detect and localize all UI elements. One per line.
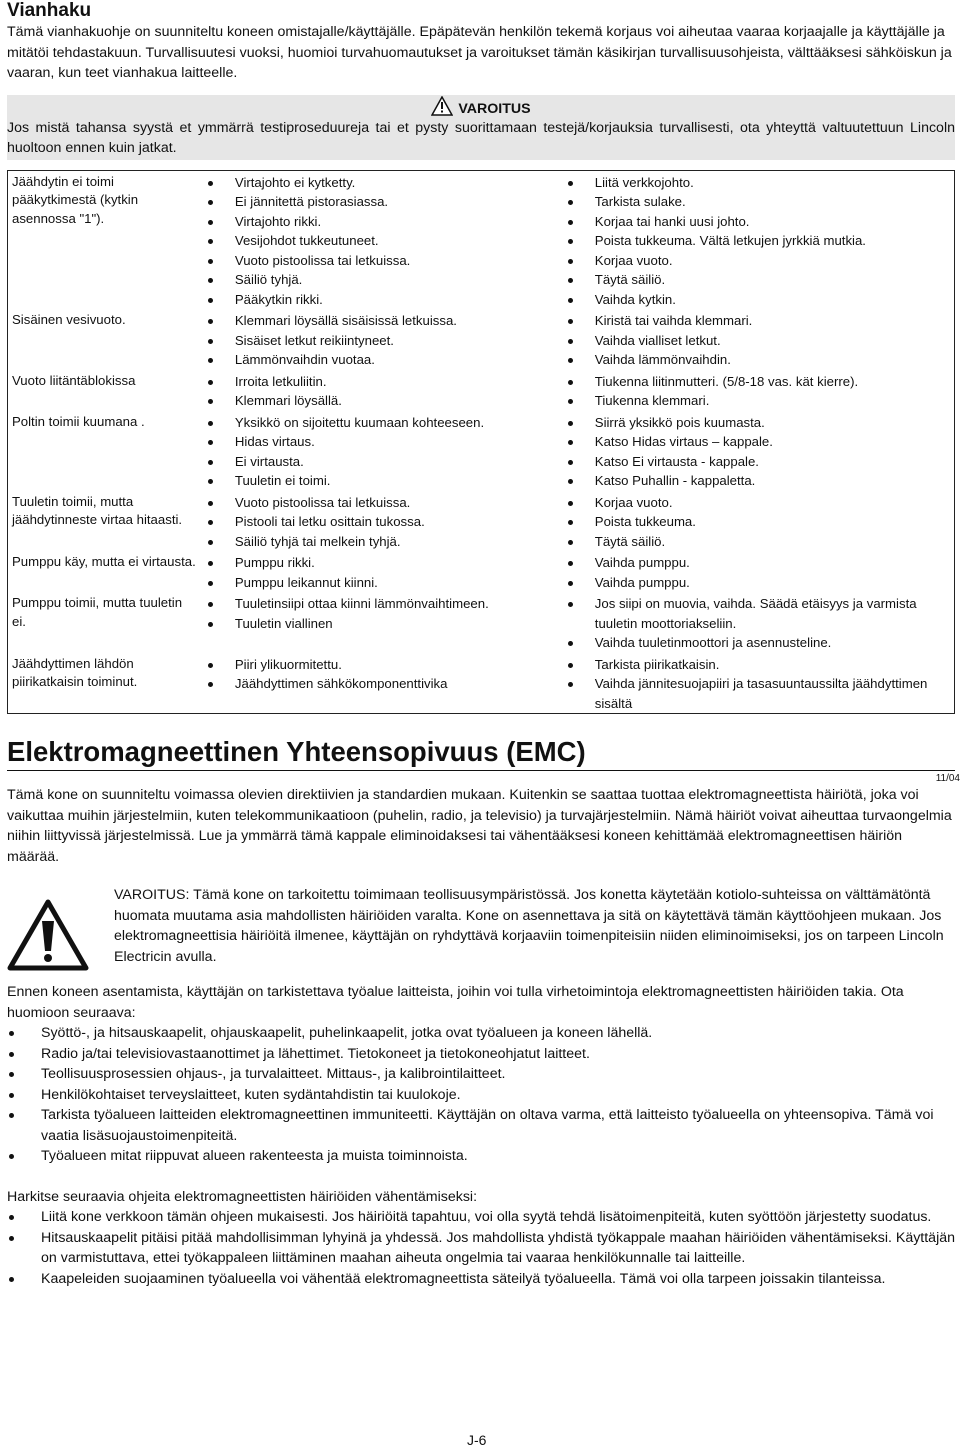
action-list <box>559 655 954 714</box>
action-list <box>559 594 954 653</box>
cause-list <box>199 493 559 552</box>
action-item: Täytä säiliö. <box>559 532 954 552</box>
cause-item: Pumppu rikki. <box>199 553 559 573</box>
action-item: Katso Puhallin - kappaletta. <box>559 471 954 491</box>
action-item: Vaihda kytkin. <box>559 290 954 310</box>
cause-item: Ei virtausta. <box>199 452 559 472</box>
table-row <box>8 170 955 309</box>
action-list <box>559 372 954 411</box>
page-number: J-6 <box>467 1432 487 1448</box>
emc-reduction-item: Kaapeleiden suojaaminen työalueella voi vähentää elektromagneettista säteilyä työalueella. Tämä voi olla tarpeen joissakin tilanteissa. <box>7 1269 955 1290</box>
cause-list <box>199 311 559 370</box>
action-item: Katso Hidas virtaus – kappale. <box>559 432 954 452</box>
cause-item: Klemmari löysällä sisäisissä letkuissa. <box>199 311 559 331</box>
emc-reduction-item: Liitä kone verkkoon tämän ohjeen mukaisesti. Jos häiriöitä tapahtuu, voi olla syytä tehdä lisätoimenpiteitä, kuten syöttöön järjestetty suodatus. <box>7 1207 955 1228</box>
warning-box <box>7 95 955 160</box>
emc-check-item: Syöttö-, ja hitsauskaapelit, ohjauskaapelit, puhelinkaapelit, jotka ovat työalueen ja koneen lähellä. <box>7 1023 955 1044</box>
table-row <box>8 309 955 370</box>
action-item: Jos siipi on muovia, vaihda. Säädä etäisyys ja varmista tuuletin moottoriakseliin. <box>559 594 954 633</box>
action-item: Vaihda tuuletinmoottori ja asennusteline. <box>559 633 954 653</box>
cause-item: Virtajohto rikki. <box>199 212 559 232</box>
action-item: Katso Ei virtausta - kappale. <box>559 452 954 472</box>
emc-warning-text: VAROITUS: Tämä kone on tarkoitettu toimimaan teollisuusympäristössä. Jos konetta käytetään kotiolo-suhteissa on välttämätöntä huomata muutama asia mahdollisten häiriöiden varalta. Kone on asennettava ja sitä on käytettävä tämän käyttöohjeen mukaan. Jos elektromagneettisia häiriöitä ilmenee, käyttäjän on ryhdyttävä korjaaviin toimenpiteisiin niiden eliminoimiseksi, jos on tarpeen Lincoln Electricin avulla. <box>114 887 944 965</box>
problem-cell: Jäähdyttimen lähdön piirikatkaisin toiminut. <box>12 655 138 690</box>
cause-item: Säiliö tyhjä. <box>199 270 559 290</box>
warning-heading <box>7 96 955 118</box>
emc-check-item: Teollisuusprosessien ohjaus-, ja turvalaitteet. Mittaus-, ja kalibrointilaitteet. <box>7 1064 955 1085</box>
section-title-emc: Elektromagneettinen Yhteensopivuus (EMC) <box>7 736 955 771</box>
table-row <box>8 370 955 411</box>
action-item: Poista tukkeuma. Vältä letkujen jyrkkiä mutkia. <box>559 231 954 251</box>
action-list <box>559 553 954 592</box>
action-item: Täytä säiliö. <box>559 270 954 290</box>
action-item: Tarkista sulake. <box>559 192 954 212</box>
cause-item: Virtajohto ei kytketty. <box>199 173 559 193</box>
cause-item: Säiliö tyhjä tai melkein tyhjä. <box>199 532 559 552</box>
problem-cell: Pumppu käy, mutta ei virtausta. <box>12 554 196 569</box>
action-item: Korjaa vuoto. <box>559 251 954 271</box>
cause-item: Jäähdyttimen sähkökomponenttivika <box>199 674 559 694</box>
action-list <box>559 173 954 310</box>
warning-title: VAROITUS <box>458 100 531 117</box>
emc-reduction-item: Hitsauskaapelit pitäisi pitää mahdollisimman lyhyinä ja yhdessä. Jos mahdollista yhdistä työkappale maahan häiriöiden vähentämiseksi. Käyttäjän on varmistuttava, ettei työkappaleen liittäminen maahan aiheuta ongelmia tai vaaraa henkilökunnalle tai laitteille. <box>7 1228 955 1269</box>
action-item: Vaihda pumppu. <box>559 553 954 573</box>
cause-item: Vuoto pistoolissa tai letkuissa. <box>199 493 559 513</box>
action-item: Vaihda lämmönvaihdin. <box>559 350 954 370</box>
action-list <box>559 493 954 552</box>
cause-item: Yksikkö on sijoitettu kuumaan kohteeseen. <box>199 413 559 433</box>
problem-cell: Poltin toimii kuumana . <box>12 413 145 429</box>
emc-warning <box>7 885 955 978</box>
action-list <box>559 311 954 370</box>
cause-item: Tuuletin ei toimi. <box>199 471 559 491</box>
cause-item: Pääkytkin rikki. <box>199 290 559 310</box>
emc-paragraph-1: Tämä kone on suunniteltu voimassa olevien direktiivien ja standardien mukaan. Kuitenkin se saattaa tuottaa elektromagneettista häiriötä, joka voi vaikuttaa muihin järjestelmiin, kuten telekommunikaatioon (puhelin, radio, ja televisio) ja turvajärjestelmiin. Nämä häiriöt voivat aiheuttaa turvaongelmia niihin liittyvissä järjestelmissä. Lue ja ymmärrä tämä kappale eliminoidaksesi tai vähentääksesi koneen kehittämää elektromagneettisen häiriön määrää. <box>7 787 952 865</box>
table-row <box>8 551 955 592</box>
warning-text: Jos mistä tahansa syystä et ymmärrä testiproseduureja tai et pysty suorittamaan testejä/korjauksia turvallisesti, ota yhteyttä valtuutettuun Lincoln huoltoon ennen kuin jatkat. <box>7 119 955 156</box>
cause-list <box>199 413 559 491</box>
emc-check-item: Radio ja/tai televisiovastaanottimet ja lähettimet. Tietokoneet ja tietokoneohjatut laitteet. <box>7 1044 955 1065</box>
cause-item: Piiri ylikuormitettu. <box>199 655 559 675</box>
action-item: Vaihda pumppu. <box>559 573 954 593</box>
emc-check-item: Työalueen mitat riippuvat alueen rakenteesta ja muista toiminnoista. <box>7 1146 955 1167</box>
warning-triangle-icon <box>431 96 453 116</box>
exclamation-warning-sign-icon <box>7 899 89 971</box>
table-row <box>8 411 955 491</box>
cause-list <box>199 173 559 310</box>
cause-item: Tuuletinsiipi ottaa kiinni lämmönvaihtimeen. <box>199 594 559 614</box>
emc-reduction-list <box>7 1207 955 1289</box>
cause-list <box>199 372 559 411</box>
cause-item: Vuoto pistoolissa tai letkuissa. <box>199 251 559 271</box>
action-item: Tiukenna liitinmutteri. (5/8-18 vas. kät kierre). <box>559 372 954 392</box>
action-item: Korjaa tai hanki uusi johto. <box>559 212 954 232</box>
cause-item: Irroita letkuliitin. <box>199 372 559 392</box>
emc-check-item: Tarkista työalueen laitteiden elektromagneettinen immuniteetti. Käyttäjän on oltava varma, että laitteisto työalueella on yhteensopiva. Tämä voi vaatia lisäsuojaustoimenpiteitä. <box>7 1105 955 1146</box>
table-row <box>8 491 955 552</box>
action-item: Korjaa vuoto. <box>559 493 954 513</box>
cause-item: Klemmari löysällä. <box>199 391 559 411</box>
emc-check-item: Henkilökohtaiset terveyslaitteet, kuten sydäntahdistin tai kuulokoje. <box>7 1085 955 1106</box>
emc-paragraph-3: Harkitse seuraavia ohjeita elektromagneettisten häiriöiden vähentämiseksi: <box>7 1188 478 1205</box>
intro-paragraph: Tämä vianhakuohje on suunniteltu koneen omistajalle/käyttäjälle. Epäpätevän henkilön tekemä korjaus voi aiheutaa vaaraa korjaajalle ja käyttäjälle ja mitätöi tehdastakuun. Turvallisuutesi vuoksi, huomioi turvahuomautukset ja varoitukset tämän käsikirjan turvallisuusohjeista, välttääksesi sähköiskun ja vaaran, kun teet vianhakua laitteelle. <box>7 24 952 81</box>
cause-item: Pistooli tai letku osittain tukossa. <box>199 512 559 532</box>
problem-cell: Sisäinen vesivuoto. <box>12 312 126 327</box>
action-item: Vaihda vialliset letkut. <box>559 331 954 351</box>
cause-list <box>199 553 559 592</box>
cause-item: Pumppu leikannut kiinni. <box>199 573 559 593</box>
cause-item: Tuuletin viallinen <box>199 614 559 634</box>
cause-item: Lämmönvaihdin vuotaa. <box>199 350 559 370</box>
action-item: Vaihda jännitesuojapiiri ja tasasuuntaussilta jäähdyttimen sisältä <box>559 674 954 713</box>
problem-cell: Tuuletin toimii, mutta jäähdytinneste virtaa hitaasti. <box>12 493 183 528</box>
cause-item: Ei jännitettä pistorasiassa. <box>199 192 559 212</box>
cause-list <box>199 655 559 694</box>
problem-cell: Jäähdytin ei toimi pääkytkimestä (kytkin asennossa "1"). <box>12 173 139 226</box>
section-title-troubleshooting: Vianhaku <box>7 0 92 21</box>
action-item: Poista tukkeuma. <box>559 512 954 532</box>
problem-cell: Pumppu toimii, mutta tuuletin ei. <box>12 595 183 629</box>
cause-item: Vesijohdot tukkeutuneet. <box>199 231 559 251</box>
table-row <box>8 653 955 714</box>
document-page <box>7 0 955 1289</box>
emc-checklist <box>7 1023 955 1167</box>
action-item: Tarkista piirikatkaisin. <box>559 655 954 675</box>
table-row <box>8 592 955 653</box>
revision-code: 11/04 <box>935 773 960 784</box>
cause-item: Sisäiset letkut reikiintyneet. <box>199 331 559 351</box>
action-item: Liitä verkkojohto. <box>559 173 954 193</box>
action-item: Siirrä yksikkö pois kuumasta. <box>559 413 954 433</box>
action-list <box>559 413 954 491</box>
emc-paragraph-2: Ennen koneen asentamista, käyttäjän on tarkistettava työalue laitteista, joihin voi tulla virhetoimintoja elektromagneettisten häiriöiden takia. Ota huomioon seuraava: <box>7 984 904 1021</box>
problem-cell: Vuoto liitäntäblokissa <box>12 372 136 388</box>
troubleshooting-table <box>7 170 955 715</box>
cause-list <box>199 594 559 633</box>
action-item: Kiristä tai vaihda klemmari. <box>559 311 954 331</box>
cause-item: Hidas virtaus. <box>199 432 559 452</box>
action-item: Tiukenna klemmari. <box>559 391 954 411</box>
